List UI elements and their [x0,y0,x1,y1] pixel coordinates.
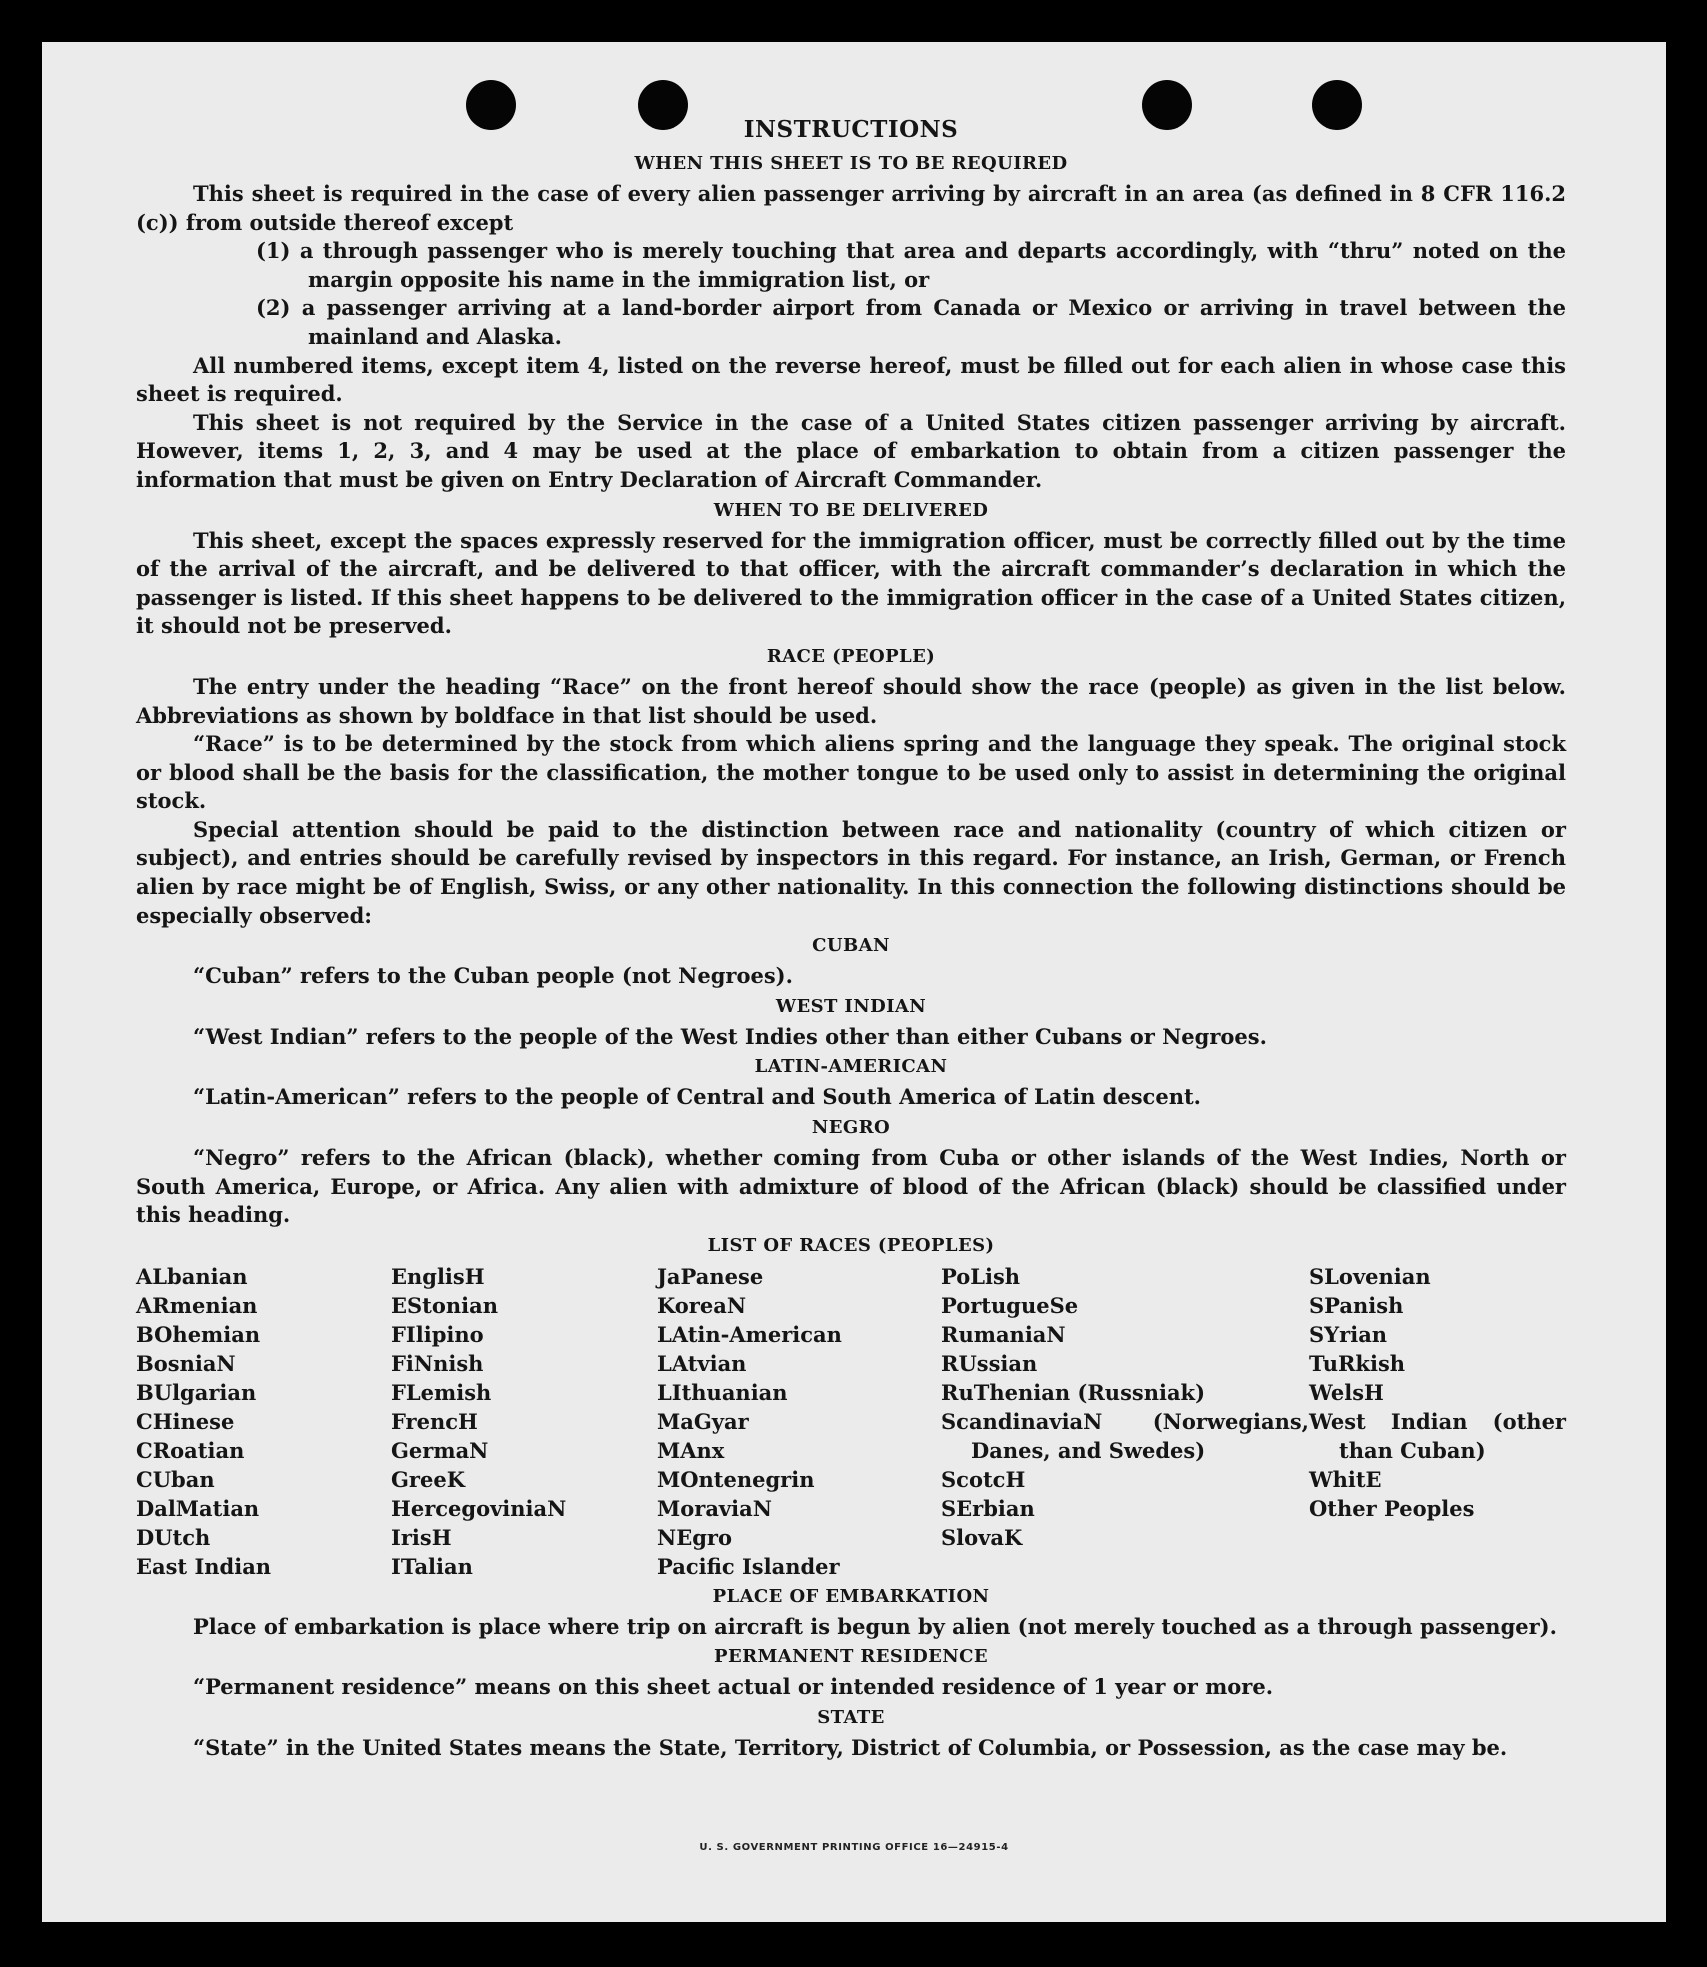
race-item: RuThenian (Russniak) [941,1379,1206,1405]
paragraph: Special attention should be paid to the distinction between race and nationality (country of which citizen or subject), and entries should be carefully revised by inspectors in this regard. For instance, an Irish, German, or French alien by race might be of English, Swiss, or any other nationality. In this connection the following distinctions should be especially observed: [136,816,1566,928]
heading-place-of-embarkation: PLACE OF EMBARKATION [712,1585,990,1607]
race-item: ITalian [391,1553,473,1579]
heading-when-delivered: WHEN TO BE DELIVERED [713,499,989,521]
paragraph: “Latin-American” refers to the people of Central and South America of Latin descent. [193,1084,1201,1110]
race-item: ScotcH [941,1466,1026,1492]
race-item: RumaniaN [941,1321,1066,1347]
heading-latin-american: LATIN-AMERICAN [754,1056,948,1078]
race-item: FLemish [391,1379,492,1405]
race-item: WhitE [1309,1466,1382,1492]
race-item: SLovenian [1309,1263,1431,1289]
heading-when-required: WHEN THIS SHEET IS TO BE REQUIRED [634,153,1068,174]
race-item: SErbian [941,1495,1035,1521]
paragraph: This sheet is not required by the Service in the case of a United States citizen passenger arriving by aircraft. However, items 1, 2, 3, and 4 may be used at the place of embarkation to obtain from a citizen passenger the information that must be given on Entry Declaration of Aircraft Commander. [136,409,1566,492]
race-item: LAtin-American [657,1321,842,1347]
race-column-1 [136,1262,391,1581]
race-item: GreeK [391,1466,465,1492]
race-item: CRoatian [136,1437,245,1463]
race-item: PoLish [941,1263,1021,1289]
race-item: FiNnish [391,1350,484,1376]
race-item: MAnx [657,1437,725,1463]
race-item: ALbanian [136,1263,248,1289]
race-item: WelsH [1309,1379,1384,1405]
exception-item-2: (2) a passenger arriving at a land-border airport from Canada or Mexico or arriving in travel between the mainland and Alaska. [256,295,1566,349]
race-item: ARmenian [136,1292,258,1318]
heading-permanent-residence: PERMANENT RESIDENCE [714,1646,988,1668]
race-item: SYrian [1309,1321,1388,1347]
race-item: DUtch [136,1524,211,1550]
printer-imprint: U. S. GOVERNMENT PRINTING OFFICE 16—24915-4 [699,1842,1009,1853]
heading-cuban: CUBAN [812,935,890,957]
race-item: GermaN [391,1437,489,1463]
race-item: MaGyar [657,1408,749,1434]
paragraph: “Race” is to be determined by the stock from which aliens spring and the language they speak. The original stock or blood shall be the basis for the classification, the mother tongue to be used only to assist in determining the original stock. [136,731,1566,814]
heading-state: STATE [817,1707,885,1728]
race-list [136,1262,1566,1581]
race-item: Other Peoples [1309,1495,1475,1521]
race-item: NEgro [657,1524,732,1550]
race-item: CUban [136,1466,215,1492]
race-item: BUlgarian [136,1379,257,1405]
race-item: LIthuanian [657,1379,788,1405]
race-item: KoreaN [657,1292,747,1318]
race-item: JaPanese [657,1263,764,1289]
paragraph: This sheet, except the spaces expressly reserved for the immigration officer, must be correctly filled out by the time of the arrival of the aircraft, and be delivered to that officer, with the aircraft commander’s declaration in which the passenger is listed. If this sheet happens to be delivered to the immigration officer in the case of a United States citizen, it should not be preserved. [136,527,1566,639]
page-title: INSTRUCTIONS [743,116,959,143]
paragraph: “Cuban” refers to the Cuban people (not Negroes). [193,963,793,989]
race-item: EnglisH [391,1263,485,1289]
race-item: Pacific Islander [657,1553,840,1579]
race-item: East Indian [136,1553,272,1579]
race-item: SlovaK [941,1524,1023,1550]
race-item: DalMatian [136,1495,260,1521]
race-item: MoraviaN [657,1495,772,1521]
race-item: ScandinaviaN (Norwegians, Danes, and Swedes) [941,1408,1309,1463]
heading-race: RACE (PEOPLE) [766,645,936,667]
paragraph: “State” in the United States means the State, Territory, District of Columbia, or Possession, as the case may be. [193,1735,1508,1760]
paragraph: Place of embarkation is place where trip on aircraft is begun by alien (not merely touched as a through passenger). [193,1613,1557,1639]
race-item: LAtvian [657,1350,747,1376]
race-column-2 [391,1262,657,1581]
race-item: HercegoviniaN [391,1495,567,1521]
race-item: FrencH [391,1408,478,1434]
paragraph: This sheet is required in the case of every alien passenger arriving by aircraft in an area (as defined in 8 CFR 116.2 (c)) from outside thereof except [136,181,1566,235]
heading-west-indian: WEST INDIAN [775,995,927,1017]
document-sheet [42,42,1666,1922]
race-item: TuRkish [1309,1350,1406,1376]
race-item: CHinese [136,1408,235,1434]
race-item: PortugueSe [941,1292,1079,1318]
paragraph: “Permanent residence” means on this sheet actual or intended residence of 1 year or more. [193,1674,1274,1700]
race-column-5 [1309,1262,1566,1581]
instructions-body [136,112,1566,1763]
heading-list-of-races: LIST OF RACES (PEOPLES) [707,1234,995,1256]
race-item: SPanish [1309,1292,1404,1318]
race-item: EStonian [391,1292,498,1318]
heading-negro: NEGRO [811,1117,891,1139]
race-column-3 [657,1262,941,1581]
race-item: BosniaN [136,1350,236,1376]
paragraph: All numbered items, except item 4, listed on the reverse hereof, must be filled out for each alien in whose case this sheet is required. [136,352,1566,407]
race-item: FIlipino [391,1321,484,1347]
race-column-4 [941,1262,1309,1581]
race-item: BOhemian [136,1321,261,1347]
paragraph: “Negro” refers to the African (black), whether coming from Cuba or other islands of the West Indies, North or South America, Europe, or Africa. Any alien with admixture of blood of the African (black) should be classified under this heading. [136,1145,1566,1228]
exception-item-1: (1) a through passenger who is merely touching that area and departs accordingly, with “thru” noted on the margin opposite his name in the immigration list, or [256,238,1566,292]
race-item: West Indian (other than Cuban) [1309,1408,1566,1463]
race-item: MOntenegrin [657,1466,815,1492]
paragraph: “West Indian” refers to the people of the West Indies other than either Cubans or Negroes. [193,1023,1267,1049]
race-item: IrisH [391,1524,452,1550]
race-item: RUssian [941,1350,1038,1376]
paragraph: The entry under the heading “Race” on the front hereof should show the race (people) as given in the list below. Abbreviations as shown by boldface in that list should be used. [136,673,1566,728]
